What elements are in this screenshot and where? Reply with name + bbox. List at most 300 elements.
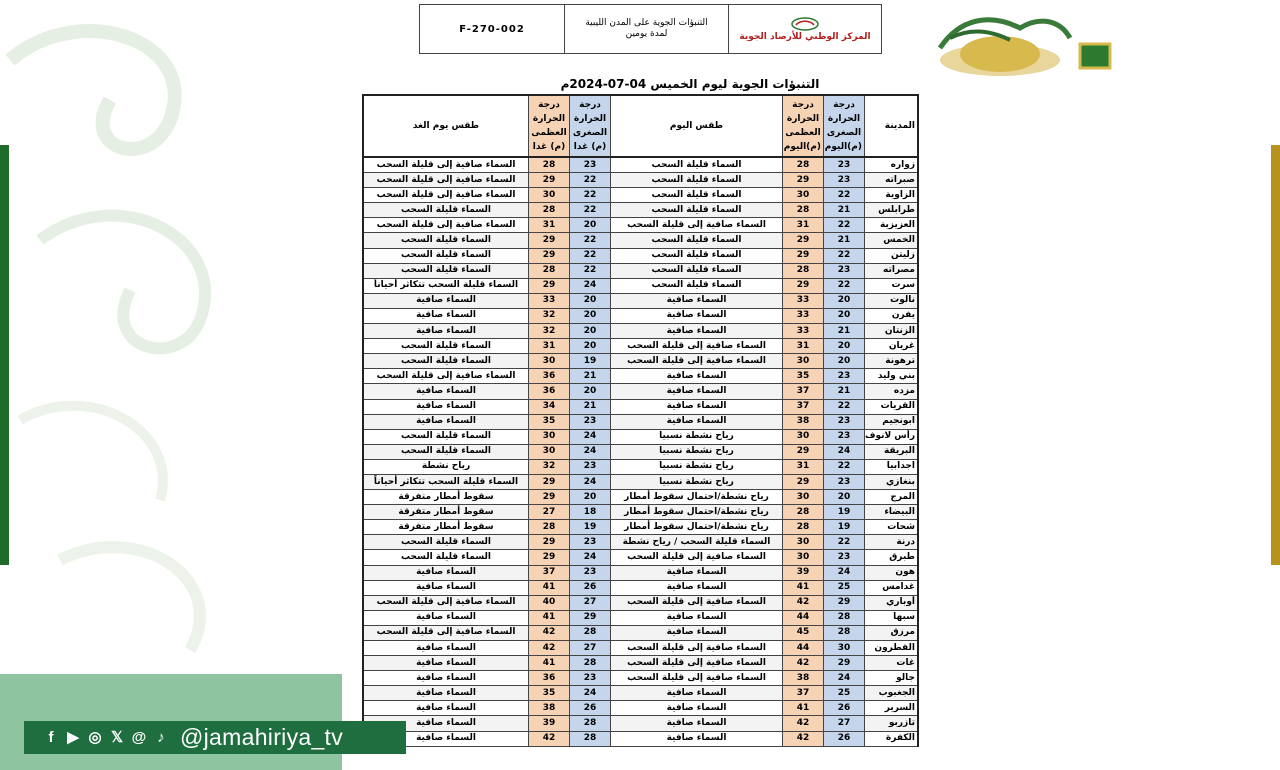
tiktok-icon[interactable]: ♪ bbox=[157, 728, 165, 746]
city-cell: غريان bbox=[865, 339, 919, 354]
max-tomorrow-cell: 33 bbox=[529, 293, 570, 308]
max-tomorrow-cell: 36 bbox=[529, 384, 570, 399]
table-row bbox=[363, 188, 918, 203]
weather-today-cell: السماء صافية bbox=[611, 384, 783, 399]
weather-tomorrow-cell: السماء صافية إلى قليلة السحب bbox=[363, 218, 529, 233]
weather-today-cell: السماء صافية bbox=[611, 731, 783, 746]
min-today-cell: 20 bbox=[824, 339, 865, 354]
table-row bbox=[363, 233, 918, 248]
max-tomorrow-cell: 29 bbox=[529, 550, 570, 565]
min-tomorrow-cell: 24 bbox=[570, 474, 611, 489]
city-cell: هون bbox=[865, 565, 919, 580]
max-tomorrow-cell: 37 bbox=[529, 565, 570, 580]
min-tomorrow-cell: 28 bbox=[570, 625, 611, 640]
table-row bbox=[363, 535, 918, 550]
weather-tomorrow-cell: السماء صافية إلى قليلة السحب bbox=[363, 369, 529, 384]
min-today-cell: 21 bbox=[824, 384, 865, 399]
max-today-cell: 33 bbox=[783, 308, 824, 323]
max-tomorrow-cell: 27 bbox=[529, 505, 570, 520]
min-tomorrow-cell: 19 bbox=[570, 354, 611, 369]
weather-tomorrow-cell: السماء صافية bbox=[363, 716, 529, 731]
min-today-cell: 29 bbox=[824, 595, 865, 610]
city-cell: جالو bbox=[865, 671, 919, 686]
city-cell: يفرن bbox=[865, 308, 919, 323]
header-title: التنبؤات الجوية على المدن الليبية لمدة يومين bbox=[564, 5, 728, 53]
table-row bbox=[363, 399, 918, 414]
max-tomorrow-cell: 40 bbox=[529, 595, 570, 610]
social-links bbox=[24, 721, 406, 754]
weather-today-cell: السماء قليلة السحب / رياح نشطة bbox=[611, 535, 783, 550]
min-today-cell: 20 bbox=[824, 308, 865, 323]
min-tomorrow-cell: 24 bbox=[570, 444, 611, 459]
min-today-cell: 22 bbox=[824, 399, 865, 414]
city-cell: ابونجيم bbox=[865, 414, 919, 429]
table-row bbox=[363, 263, 918, 278]
min-today-cell: 23 bbox=[824, 550, 865, 565]
weather-tomorrow-cell: السماء قليلة السحب bbox=[363, 550, 529, 565]
table-row bbox=[363, 625, 918, 640]
weather-today-cell: رياح نشطة/احتمال سقوط أمطار bbox=[611, 520, 783, 535]
max-tomorrow-cell: 28 bbox=[529, 203, 570, 218]
city-cell: ترهونة bbox=[865, 354, 919, 369]
min-today-cell: 22 bbox=[824, 188, 865, 203]
city-cell: القريات bbox=[865, 399, 919, 414]
min-today-cell: 22 bbox=[824, 248, 865, 263]
table-row bbox=[363, 324, 918, 339]
col-city: المدينة bbox=[865, 95, 919, 157]
max-tomorrow-cell: 41 bbox=[529, 610, 570, 625]
city-cell: البيضاء bbox=[865, 505, 919, 520]
min-tomorrow-cell: 26 bbox=[570, 701, 611, 716]
max-tomorrow-cell: 31 bbox=[529, 339, 570, 354]
max-today-cell: 29 bbox=[783, 474, 824, 489]
city-cell: رأس لانوف bbox=[865, 429, 919, 444]
min-tomorrow-cell: 21 bbox=[570, 399, 611, 414]
weather-tomorrow-cell: السماء صافية bbox=[363, 671, 529, 686]
max-today-cell: 33 bbox=[783, 293, 824, 308]
min-tomorrow-cell: 20 bbox=[570, 490, 611, 505]
max-tomorrow-cell: 42 bbox=[529, 625, 570, 640]
max-tomorrow-cell: 34 bbox=[529, 399, 570, 414]
max-today-cell: 30 bbox=[783, 188, 824, 203]
max-tomorrow-cell: 29 bbox=[529, 233, 570, 248]
weather-tomorrow-cell: السماء قليلة السحب bbox=[363, 354, 529, 369]
table-row bbox=[363, 550, 918, 565]
max-today-cell: 30 bbox=[783, 354, 824, 369]
weather-tomorrow-cell: رياح نشطة bbox=[363, 459, 529, 474]
min-tomorrow-cell: 20 bbox=[570, 218, 611, 233]
max-tomorrow-cell: 42 bbox=[529, 641, 570, 656]
min-tomorrow-cell: 23 bbox=[570, 671, 611, 686]
city-cell: بنغازي bbox=[865, 474, 919, 489]
min-tomorrow-cell: 29 bbox=[570, 610, 611, 625]
max-today-cell: 30 bbox=[783, 550, 824, 565]
table-row bbox=[363, 308, 918, 323]
max-today-cell: 28 bbox=[783, 203, 824, 218]
max-today-cell: 45 bbox=[783, 625, 824, 640]
weather-tomorrow-cell: السماء صافية إلى قليلة السحب bbox=[363, 595, 529, 610]
weather-today-cell: السماء صافية bbox=[611, 324, 783, 339]
max-today-cell: 30 bbox=[783, 429, 824, 444]
min-today-cell: 26 bbox=[824, 701, 865, 716]
min-today-cell: 28 bbox=[824, 625, 865, 640]
min-tomorrow-cell: 24 bbox=[570, 550, 611, 565]
city-cell: الخمس bbox=[865, 233, 919, 248]
weather-today-cell: السماء قليلة السحب bbox=[611, 203, 783, 218]
table-row bbox=[363, 701, 918, 716]
weather-tomorrow-cell: السماء صافية bbox=[363, 565, 529, 580]
weather-today-cell: السماء صافية إلى قليلة السحب bbox=[611, 656, 783, 671]
max-today-cell: 37 bbox=[783, 686, 824, 701]
city-cell: الزنتان bbox=[865, 324, 919, 339]
table-row bbox=[363, 580, 918, 595]
min-today-cell: 23 bbox=[824, 263, 865, 278]
city-cell: السرير bbox=[865, 701, 919, 716]
weather-tomorrow-cell: السماء صافية bbox=[363, 656, 529, 671]
min-tomorrow-cell: 23 bbox=[570, 459, 611, 474]
min-tomorrow-cell: 23 bbox=[570, 414, 611, 429]
city-cell: بني وليد bbox=[865, 369, 919, 384]
min-tomorrow-cell: 22 bbox=[570, 263, 611, 278]
city-cell: غات bbox=[865, 656, 919, 671]
city-cell: صبراته bbox=[865, 173, 919, 188]
weather-today-cell: السماء قليلة السحب bbox=[611, 278, 783, 293]
col-weather-today: طقس اليوم bbox=[611, 95, 783, 157]
min-tomorrow-cell: 19 bbox=[570, 520, 611, 535]
min-today-cell: 20 bbox=[824, 293, 865, 308]
weather-tomorrow-cell: السماء قليلة السحب تتكاثر أحياناً bbox=[363, 474, 529, 489]
min-tomorrow-cell: 24 bbox=[570, 278, 611, 293]
city-cell: درنة bbox=[865, 535, 919, 550]
max-today-cell: 29 bbox=[783, 233, 824, 248]
max-tomorrow-cell: 32 bbox=[529, 459, 570, 474]
min-tomorrow-cell: 22 bbox=[570, 188, 611, 203]
max-today-cell: 30 bbox=[783, 490, 824, 505]
table-row bbox=[363, 610, 918, 625]
max-tomorrow-cell: 39 bbox=[529, 716, 570, 731]
table-row bbox=[363, 278, 918, 293]
min-tomorrow-cell: 27 bbox=[570, 641, 611, 656]
weather-today-cell: السماء صافية bbox=[611, 399, 783, 414]
min-tomorrow-cell: 27 bbox=[570, 595, 611, 610]
min-today-cell: 21 bbox=[824, 233, 865, 248]
right-accent-bar bbox=[1271, 145, 1280, 565]
max-today-cell: 41 bbox=[783, 580, 824, 595]
city-cell: المرج bbox=[865, 490, 919, 505]
max-tomorrow-cell: 38 bbox=[529, 701, 570, 716]
max-tomorrow-cell: 29 bbox=[529, 248, 570, 263]
min-today-cell: 21 bbox=[824, 203, 865, 218]
min-today-cell: 23 bbox=[824, 157, 865, 173]
weather-today-cell: السماء قليلة السحب bbox=[611, 157, 783, 173]
weather-tomorrow-cell: السماء صافية bbox=[363, 686, 529, 701]
city-cell: طرابلس bbox=[865, 203, 919, 218]
min-today-cell: 30 bbox=[824, 641, 865, 656]
table-row bbox=[363, 716, 918, 731]
threads-icon[interactable]: @ bbox=[131, 728, 147, 746]
max-tomorrow-cell: 30 bbox=[529, 188, 570, 203]
table-row bbox=[363, 656, 918, 671]
table-row bbox=[363, 429, 918, 444]
min-today-cell: 24 bbox=[824, 565, 865, 580]
weather-today-cell: السماء صافية إلى قليلة السحب bbox=[611, 671, 783, 686]
max-tomorrow-cell: 36 bbox=[529, 369, 570, 384]
weather-tomorrow-cell: سقوط أمطار متفرقة bbox=[363, 505, 529, 520]
col-weather-tomorrow: طقس يوم الغد bbox=[363, 95, 529, 157]
min-tomorrow-cell: 23 bbox=[570, 157, 611, 173]
social-handle[interactable]: @jamahiriya_tv bbox=[180, 724, 344, 750]
col-max-today: درجة الحرارة العظمى (م)اليوم bbox=[783, 95, 824, 157]
min-tomorrow-cell: 20 bbox=[570, 308, 611, 323]
min-tomorrow-cell: 22 bbox=[570, 248, 611, 263]
form-code: F-270-002 bbox=[459, 23, 525, 35]
weather-tomorrow-cell: سقوط أمطار متفرقة bbox=[363, 520, 529, 535]
organization bbox=[728, 5, 881, 53]
weather-tomorrow-cell: السماء قليلة السحب bbox=[363, 203, 529, 218]
city-cell: نالوت bbox=[865, 293, 919, 308]
max-today-cell: 31 bbox=[783, 339, 824, 354]
city-cell: مزده bbox=[865, 384, 919, 399]
max-tomorrow-cell: 35 bbox=[529, 414, 570, 429]
col-max-tomorrow: درجة الحرارة العظمى (م) غدا bbox=[529, 95, 570, 157]
min-tomorrow-cell: 22 bbox=[570, 233, 611, 248]
weather-tomorrow-cell: السماء صافية bbox=[363, 324, 529, 339]
weather-tomorrow-cell: السماء قليلة السحب bbox=[363, 263, 529, 278]
city-cell: زواره bbox=[865, 157, 919, 173]
city-cell: البريقة bbox=[865, 444, 919, 459]
min-today-cell: 21 bbox=[824, 324, 865, 339]
weather-today-cell: السماء صافية إلى قليلة السحب bbox=[611, 550, 783, 565]
weather-today-cell: السماء صافية bbox=[611, 308, 783, 323]
weather-today-cell: السماء صافية bbox=[611, 580, 783, 595]
min-tomorrow-cell: 22 bbox=[570, 203, 611, 218]
min-today-cell: 24 bbox=[824, 444, 865, 459]
city-cell: مرزق bbox=[865, 625, 919, 640]
max-tomorrow-cell: 28 bbox=[529, 263, 570, 278]
max-today-cell: 44 bbox=[783, 641, 824, 656]
table-row bbox=[363, 173, 918, 188]
max-today-cell: 35 bbox=[783, 369, 824, 384]
instagram-icon[interactable]: ◎ bbox=[88, 728, 102, 746]
max-today-cell: 38 bbox=[783, 414, 824, 429]
max-today-cell: 28 bbox=[783, 263, 824, 278]
city-cell: سبها bbox=[865, 610, 919, 625]
table-row bbox=[363, 203, 918, 218]
x-icon[interactable]: 𝕏 bbox=[110, 728, 124, 746]
weather-tomorrow-cell: السماء صافية إلى قليلة السحب bbox=[363, 188, 529, 203]
city-cell: طبرق bbox=[865, 550, 919, 565]
max-today-cell: 29 bbox=[783, 248, 824, 263]
min-today-cell: 19 bbox=[824, 505, 865, 520]
min-tomorrow-cell: 28 bbox=[570, 716, 611, 731]
city-cell: الكفرة bbox=[865, 731, 919, 746]
city-cell: أوباري bbox=[865, 595, 919, 610]
weather-today-cell: السماء صافية bbox=[611, 625, 783, 640]
min-today-cell: 25 bbox=[824, 686, 865, 701]
city-cell: زليتن bbox=[865, 248, 919, 263]
max-tomorrow-cell: 32 bbox=[529, 324, 570, 339]
table-row bbox=[363, 339, 918, 354]
max-tomorrow-cell: 29 bbox=[529, 474, 570, 489]
weather-tomorrow-cell: السماء قليلة السحب bbox=[363, 444, 529, 459]
weather-tomorrow-cell: السماء قليلة السحب bbox=[363, 429, 529, 444]
weather-today-cell: السماء صافية bbox=[611, 610, 783, 625]
weather-today-cell: السماء صافية إلى قليلة السحب bbox=[611, 354, 783, 369]
table-row bbox=[363, 731, 918, 746]
weather-today-cell: السماء صافية bbox=[611, 414, 783, 429]
min-tomorrow-cell: 28 bbox=[570, 731, 611, 746]
weather-tomorrow-cell: السماء صافية إلى قليلة السحب bbox=[363, 625, 529, 640]
facebook-icon[interactable]: f bbox=[48, 728, 54, 746]
table-row bbox=[363, 157, 918, 173]
left-accent-bar bbox=[0, 145, 9, 565]
weather-tomorrow-cell: السماء صافية bbox=[363, 731, 529, 746]
weather-tomorrow-cell: السماء صافية bbox=[363, 641, 529, 656]
max-today-cell: 28 bbox=[783, 520, 824, 535]
min-tomorrow-cell: 20 bbox=[570, 384, 611, 399]
weather-tomorrow-cell: السماء قليلة السحب تتكاثر أحياناً bbox=[363, 278, 529, 293]
weather-today-cell: السماء صافية إلى قليلة السحب bbox=[611, 595, 783, 610]
youtube-icon[interactable]: ▶ bbox=[67, 728, 79, 746]
table-row bbox=[363, 414, 918, 429]
min-tomorrow-cell: 23 bbox=[570, 535, 611, 550]
min-tomorrow-cell: 20 bbox=[570, 293, 611, 308]
table-row bbox=[363, 505, 918, 520]
city-cell: شحات bbox=[865, 520, 919, 535]
weather-today-cell: السماء صافية bbox=[611, 701, 783, 716]
max-today-cell: 42 bbox=[783, 731, 824, 746]
table-row bbox=[363, 595, 918, 610]
weather-today-cell: السماء صافية bbox=[611, 716, 783, 731]
weather-today-cell: السماء صافية bbox=[611, 293, 783, 308]
min-tomorrow-cell: 24 bbox=[570, 686, 611, 701]
max-tomorrow-cell: 28 bbox=[529, 157, 570, 173]
max-tomorrow-cell: 30 bbox=[529, 429, 570, 444]
min-tomorrow-cell: 22 bbox=[570, 173, 611, 188]
max-tomorrow-cell: 32 bbox=[529, 308, 570, 323]
table-row bbox=[363, 490, 918, 505]
city-cell: الجغبوب bbox=[865, 686, 919, 701]
weather-tomorrow-cell: السماء قليلة السحب bbox=[363, 233, 529, 248]
weather-today-cell: السماء قليلة السحب bbox=[611, 173, 783, 188]
min-tomorrow-cell: 21 bbox=[570, 369, 611, 384]
max-today-cell: 42 bbox=[783, 595, 824, 610]
decorative-background bbox=[0, 0, 260, 770]
min-today-cell: 20 bbox=[824, 490, 865, 505]
col-min-today: درجة الحرارة الصغرى (م)اليوم bbox=[824, 95, 865, 157]
table-row bbox=[363, 459, 918, 474]
weather-tomorrow-cell: السماء صافية bbox=[363, 384, 529, 399]
min-today-cell: 27 bbox=[824, 716, 865, 731]
max-tomorrow-cell: 29 bbox=[529, 490, 570, 505]
max-today-cell: 38 bbox=[783, 671, 824, 686]
min-tomorrow-cell: 20 bbox=[570, 324, 611, 339]
max-today-cell: 41 bbox=[783, 701, 824, 716]
weather-tomorrow-cell: السماء صافية bbox=[363, 580, 529, 595]
weather-tomorrow-cell: سقوط أمطار متفرقة bbox=[363, 490, 529, 505]
organization-name: المركز الوطني للأرصاد الجوية bbox=[739, 32, 871, 42]
max-tomorrow-cell: 42 bbox=[529, 731, 570, 746]
min-today-cell: 23 bbox=[824, 429, 865, 444]
weather-tomorrow-cell: السماء صافية bbox=[363, 308, 529, 323]
city-cell: سرت bbox=[865, 278, 919, 293]
table-row bbox=[363, 641, 918, 656]
table-row bbox=[363, 248, 918, 263]
weather-today-cell: رياح نشطة/احتمال سقوط أمطار bbox=[611, 505, 783, 520]
min-tomorrow-cell: 20 bbox=[570, 339, 611, 354]
weather-today-cell: السماء قليلة السحب bbox=[611, 263, 783, 278]
table-row bbox=[363, 369, 918, 384]
table-row bbox=[363, 686, 918, 701]
weather-today-cell: السماء صافية bbox=[611, 369, 783, 384]
max-tomorrow-cell: 30 bbox=[529, 444, 570, 459]
max-tomorrow-cell: 31 bbox=[529, 218, 570, 233]
max-tomorrow-cell: 29 bbox=[529, 278, 570, 293]
weather-tomorrow-cell: السماء صافية bbox=[363, 414, 529, 429]
table-row bbox=[363, 218, 918, 233]
weather-today-cell: رياح نشطة/احتمال سقوط أمطار bbox=[611, 490, 783, 505]
max-today-cell: 29 bbox=[783, 444, 824, 459]
table-row bbox=[363, 354, 918, 369]
weather-today-cell: السماء صافية إلى قليلة السحب bbox=[611, 641, 783, 656]
city-cell: غدامس bbox=[865, 580, 919, 595]
min-today-cell: 28 bbox=[824, 610, 865, 625]
weather-today-cell: السماء قليلة السحب bbox=[611, 248, 783, 263]
max-tomorrow-cell: 29 bbox=[529, 173, 570, 188]
max-today-cell: 29 bbox=[783, 278, 824, 293]
max-tomorrow-cell: 36 bbox=[529, 671, 570, 686]
min-today-cell: 29 bbox=[824, 656, 865, 671]
min-today-cell: 26 bbox=[824, 731, 865, 746]
min-today-cell: 23 bbox=[824, 474, 865, 489]
weather-today-cell: السماء صافية إلى قليلة السحب bbox=[611, 339, 783, 354]
weather-tomorrow-cell: السماء صافية bbox=[363, 610, 529, 625]
weather-today-cell: رياح نشطة نسبيا bbox=[611, 474, 783, 489]
weather-tomorrow-cell: السماء قليلة السحب bbox=[363, 248, 529, 263]
weather-today-cell: رياح نشطة نسبيا bbox=[611, 429, 783, 444]
max-today-cell: 31 bbox=[783, 459, 824, 474]
table-row bbox=[363, 671, 918, 686]
max-today-cell: 33 bbox=[783, 324, 824, 339]
weather-today-cell: السماء قليلة السحب bbox=[611, 188, 783, 203]
weather-today-cell: السماء صافية bbox=[611, 686, 783, 701]
max-today-cell: 37 bbox=[783, 399, 824, 414]
weather-tomorrow-cell: السماء صافية إلى قليلة السحب bbox=[363, 173, 529, 188]
document-header bbox=[419, 4, 882, 54]
max-today-cell: 28 bbox=[783, 157, 824, 173]
table-row bbox=[363, 565, 918, 580]
city-cell: تازربو bbox=[865, 716, 919, 731]
met-center-logo-icon bbox=[790, 16, 820, 32]
max-today-cell: 39 bbox=[783, 565, 824, 580]
max-tomorrow-cell: 28 bbox=[529, 520, 570, 535]
jamahiriya-logo bbox=[930, 8, 1120, 78]
max-tomorrow-cell: 29 bbox=[529, 535, 570, 550]
table-row bbox=[363, 384, 918, 399]
min-tomorrow-cell: 26 bbox=[570, 580, 611, 595]
min-today-cell: 19 bbox=[824, 520, 865, 535]
max-tomorrow-cell: 41 bbox=[529, 656, 570, 671]
city-cell: مصراته bbox=[865, 263, 919, 278]
min-today-cell: 25 bbox=[824, 580, 865, 595]
weather-today-cell: السماء صافية إلى قليلة السحب bbox=[611, 218, 783, 233]
min-today-cell: 22 bbox=[824, 535, 865, 550]
weather-tomorrow-cell: السماء صافية bbox=[363, 293, 529, 308]
max-today-cell: 30 bbox=[783, 535, 824, 550]
weather-today-cell: رياح نشطة نسبيا bbox=[611, 444, 783, 459]
min-tomorrow-cell: 18 bbox=[570, 505, 611, 520]
min-today-cell: 22 bbox=[824, 218, 865, 233]
